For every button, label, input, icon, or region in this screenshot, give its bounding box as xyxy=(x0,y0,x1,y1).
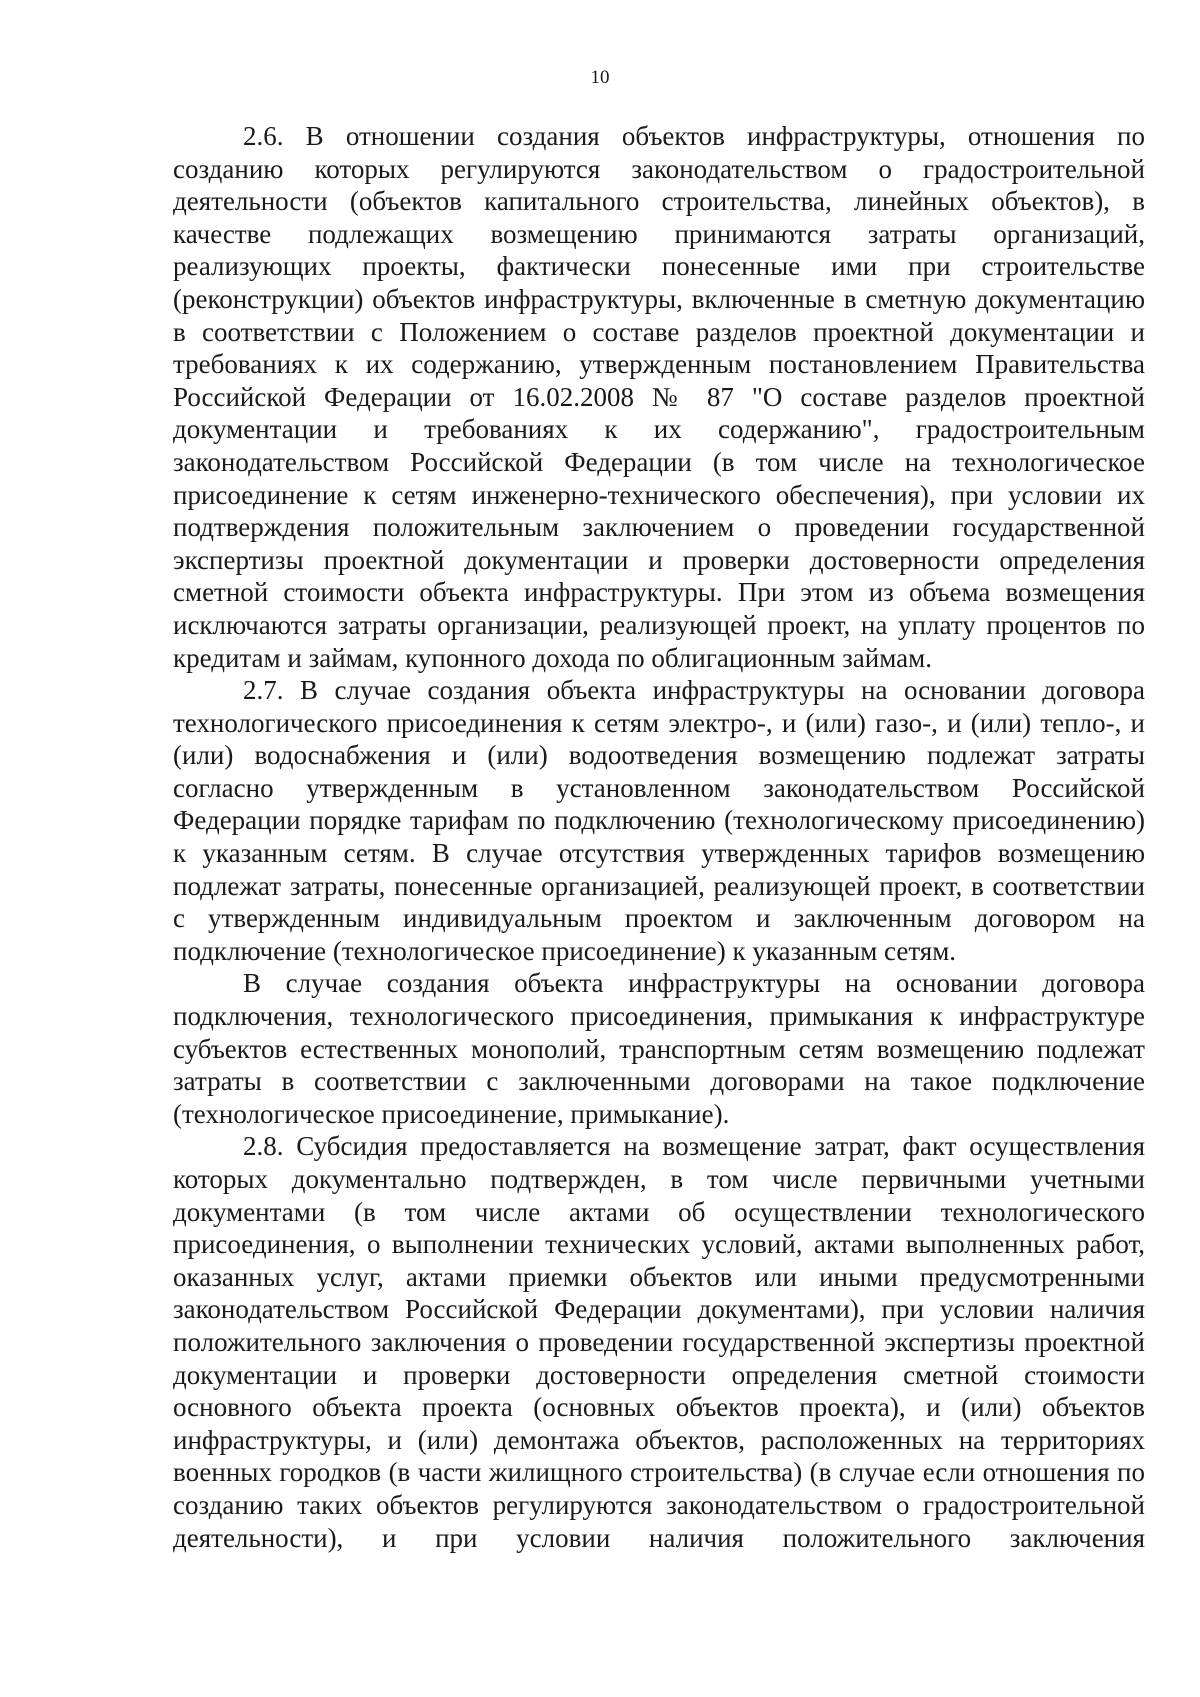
document-body xyxy=(173,120,1145,1554)
paragraph-2-7-continued: В случае создания объекта инфраструктуры на основании договора подключения, технологического присоединения, примыкания к инфраструктуре субъектов естественных монополий, транспортным сетям возмещению подлежат затраты в соответствии с заключенными договорами на такое подключение (технологическое присоединение, примыкание). xyxy=(173,968,1145,1129)
paragraph-2-7: 2.7. В случае создания объекта инфраструктуры на основании договора технологического присоединения к сетям электро-, и (или) газо-, и (или) тепло-, и (или) водоснабжения и (или) водоотведения возмещению подлежат затраты согласно утвержденным в установленном законодательством Российской Федерации порядке тарифам по подключению (технологическому присоединению) к указанным сетям. В случае отсутствия утвержденных тарифов возмещению подлежат затраты, понесенные организацией, реализующей проект, в соответствии с утвержденным индивидуальным проектом и заключенным договором на подключение (технологическое присоединение) к указанным сетям. xyxy=(173,675,1145,966)
paragraph-2-6: 2.6. В отношении создания объектов инфраструктуры, отношения по созданию которых регулируются законодательством о градостроительной деятельности (объектов капитального строительства, линейных объектов), в качестве подлежащих возмещению принимаются затраты организаций, реализующих проекты, фактически понесенные ими при строительстве (реконструкции) объектов инфраструктуры, включенные в сметную документацию в соответствии с Положением о составе разделов проектной документации и требованиях к их содержанию, утвержденным постановлением Правительства Российской Федерации от 16.02.2008 № 87 "О составе разделов проектной документации и требованиях к их содержанию", градостроительным законодательством Российской Федерации (в том числе на технологическое присоединение к сетям инженерно-технического обеспечения), при условии их подтверждения положительным заключением о проведении государственной экспертизы проектной документации и проверки достоверности определения сметной стоимости объекта инфраструктуры. При этом из объема возмещения исключаются затраты организации, реализующей проект, на уплату процентов по кредитам и займам, купонного дохода по облигационным займам. xyxy=(173,121,1145,673)
page-number: 10 xyxy=(590,67,610,88)
paragraph-2-8: 2.8. Субсидия предоставляется на возмещение затрат, факт осуществления которых документально подтвержден, в том числе первичными учетными документами (в том числе актами об осуществлении технологического присоединения, о выполнении технических условий, актами выполненных работ, оказанных услуг, актами приемки объектов или иными предусмотренными законодательством Российской Федерации документами), при условии наличия положительного заключения о проведении государственной экспертизы проектной документации и проверки достоверности определения сметной стоимости основного объекта проекта (основных объектов проекта), и (или) объектов инфраструктуры, и (или) демонтажа объектов, расположенных на территориях военных городков (в части жилищного строительства) (в случае если отношения по созданию таких объектов регулируются законодательством о градостроительной деятельности), и при условии наличия положительного заключения xyxy=(173,1131,1145,1553)
